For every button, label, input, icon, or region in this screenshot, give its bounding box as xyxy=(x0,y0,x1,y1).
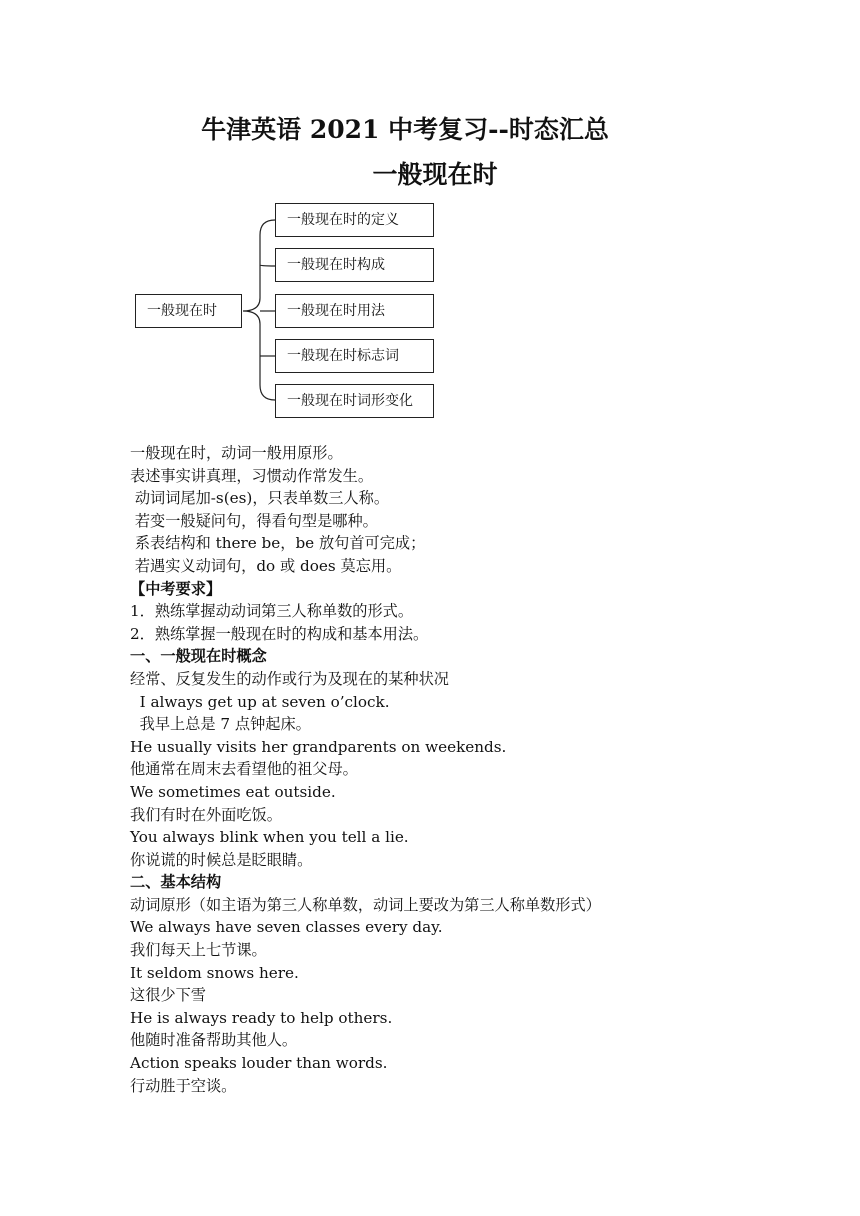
diagram-root-node: 一般现在时 xyxy=(135,294,242,328)
rhyme-line: 若变一般疑问句，得看句型是哪种。 xyxy=(130,511,378,530)
requirements-heading: 【中考要求】 xyxy=(130,579,222,598)
example-english: You always blink when you tell a lie. xyxy=(130,828,409,847)
example-chinese: 他随时准备帮助其他人。 xyxy=(130,1031,298,1050)
example-chinese: 他通常在周末去看望他的祖父母。 xyxy=(130,760,358,779)
section-heading-structure: 二、基本结构 xyxy=(130,873,222,892)
requirement-item: 2．熟练掌握一般现在时的构成和基本用法。 xyxy=(130,624,429,643)
requirement-item: 1．熟练掌握动动词第三人称单数的形式。 xyxy=(130,602,414,621)
example-english: Action speaks louder than words. xyxy=(130,1054,388,1073)
example-english: He is always ready to help others. xyxy=(130,1008,393,1027)
section-heading-concept: 一、一般现在时概念 xyxy=(130,647,267,666)
document-title: 牛津英语 2021 中考复习--时态汇总 xyxy=(201,115,609,144)
diagram-node-structure: 一般现在时构成 xyxy=(275,248,434,282)
rhyme-line: 系表结构和 there be，be 放句首可完成； xyxy=(130,534,426,553)
example-chinese: 这很少下雪 xyxy=(130,986,206,1005)
section-title: 一般现在时 xyxy=(372,160,498,189)
rhyme-line: 动词词尾加-s(es)，只表单数三人称。 xyxy=(130,489,390,508)
paragraph-line: 经常、反复发生的动作或行为及现在的某种状况 xyxy=(130,669,449,688)
example-chinese: 你说谎的时候总是眨眼睛。 xyxy=(130,850,313,869)
example-english: It seldom snows here. xyxy=(130,963,299,982)
example-chinese: 我们每天上七节课。 xyxy=(130,941,267,960)
diagram-node-word-forms: 一般现在时词形变化 xyxy=(275,384,434,418)
document-body xyxy=(130,442,830,1097)
diagram-node-usage: 一般现在时用法 xyxy=(275,294,434,328)
bracket-connector xyxy=(240,200,280,420)
diagram-node-definition: 一般现在时的定义 xyxy=(275,203,434,237)
paragraph-line: 动词原形（如主语为第三人称单数，动词上要改为第三人称单数形式） xyxy=(130,895,601,914)
example-chinese: 我早上总是 7 点钟起床。 xyxy=(130,715,311,734)
example-chinese: 行动胜于空谈。 xyxy=(130,1076,237,1095)
example-chinese: 我们有时在外面吃饭。 xyxy=(130,805,282,824)
rhyme-line: 若遇实义动词句，do 或 does 莫忘用。 xyxy=(130,556,402,575)
diagram-node-signal-words: 一般现在时标志词 xyxy=(275,339,434,373)
rhyme-line: 一般现在时，动词一般用原形。 xyxy=(130,444,343,462)
example-english: We always have seven classes every day. xyxy=(130,918,443,937)
rhyme-line: 表述事实讲真理，习惯动作常发生。 xyxy=(130,466,373,485)
example-english: He usually visits her grandparents on weekends. xyxy=(130,737,507,756)
example-english: We sometimes eat outside. xyxy=(130,782,336,801)
example-english: I always get up at seven o’clock. xyxy=(130,692,390,711)
